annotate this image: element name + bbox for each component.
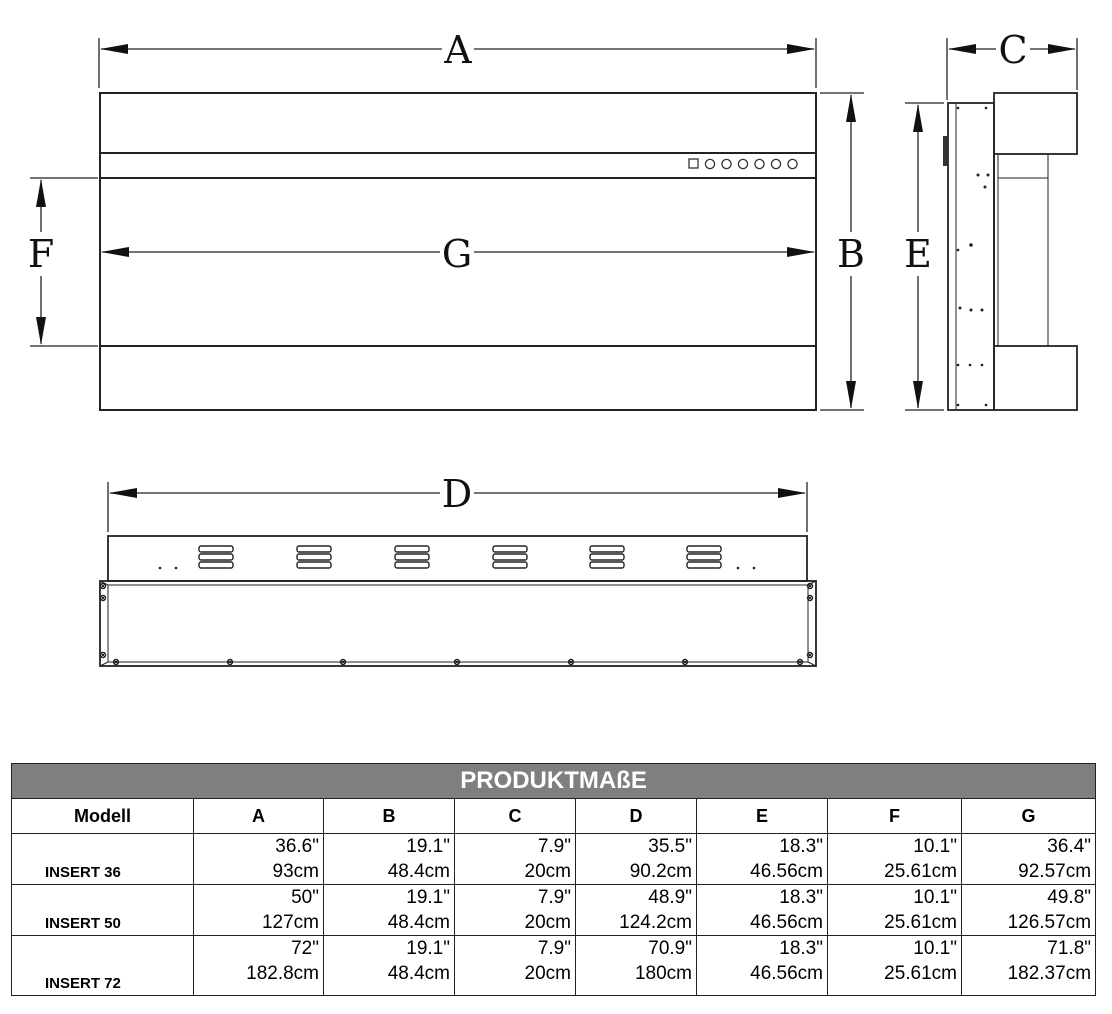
- label-e: E: [904, 232, 932, 276]
- value-cell: [455, 885, 576, 936]
- value-cm: 182.8cm: [246, 963, 319, 984]
- value-cell: [576, 885, 697, 936]
- value-cm: 126.57cm: [1007, 912, 1092, 933]
- header-b: B: [324, 799, 455, 834]
- value-cm: 25.61cm: [884, 861, 957, 882]
- header-g: G: [962, 799, 1096, 834]
- header-e: E: [697, 799, 828, 834]
- value-cm: 48.4cm: [387, 912, 450, 933]
- value-inch: 19.1": [406, 887, 450, 908]
- vent: [297, 546, 331, 568]
- value-cell: [194, 885, 324, 936]
- model-name: INSERT 50: [12, 885, 194, 936]
- value-cell: [962, 936, 1096, 996]
- table-row: [12, 834, 1096, 885]
- value-cm: 48.4cm: [387, 963, 450, 984]
- value-inch: 50": [291, 887, 319, 908]
- header-modell: Modell: [12, 799, 194, 834]
- top-flange: [100, 581, 816, 666]
- value-inch: 49.8": [1047, 887, 1092, 908]
- value-cell: [324, 885, 455, 936]
- value-inch: 10.1": [913, 836, 957, 857]
- top-vents: [199, 546, 721, 568]
- value-inch: 72": [291, 938, 319, 959]
- value-cm: 46.56cm: [750, 912, 823, 933]
- panel-square-button: [689, 159, 698, 168]
- table-row: [12, 936, 1096, 996]
- value-inch: 70.9": [648, 938, 692, 959]
- value-inch: 18.3": [779, 938, 823, 959]
- value-cell: [194, 834, 324, 885]
- value-cell: [455, 834, 576, 885]
- dimension-table: [11, 763, 1096, 996]
- header-c: C: [455, 799, 576, 834]
- label-a: A: [444, 28, 472, 72]
- value-inch: 18.3": [779, 836, 823, 857]
- table-title: PRODUKTMAßE: [12, 764, 1096, 799]
- value-cell: [828, 885, 962, 936]
- value-inch: 36.6": [275, 836, 319, 857]
- value-cm: 93cm: [272, 861, 319, 882]
- value-cm: 46.56cm: [750, 963, 823, 984]
- side-body: [948, 103, 994, 410]
- value-cell: [962, 885, 1096, 936]
- side-top-flange: [994, 93, 1077, 154]
- value-cm: 20cm: [524, 912, 571, 933]
- value-cm: 180cm: [634, 963, 692, 984]
- panel-round-button: [771, 159, 780, 168]
- panel-round-button: [788, 159, 797, 168]
- value-cell: [576, 834, 697, 885]
- label-c: C: [998, 28, 1028, 72]
- value-inch: 7.9": [537, 938, 571, 959]
- vent: [199, 546, 233, 568]
- side-view: [943, 93, 1077, 410]
- top-screws: [100, 583, 812, 664]
- value-cm: 20cm: [524, 963, 571, 984]
- value-cm: 90.2cm: [629, 861, 692, 882]
- value-cell: [697, 834, 828, 885]
- value-inch: 10.1": [913, 887, 957, 908]
- table-header-row: [12, 799, 1096, 834]
- value-cm: 20cm: [524, 861, 571, 882]
- label-g: G: [441, 232, 473, 276]
- value-cell: [697, 885, 828, 936]
- value-cm: 25.61cm: [884, 912, 957, 933]
- value-cell: [324, 936, 455, 996]
- panel-round-button: [705, 159, 714, 168]
- value-inch: 19.1": [406, 938, 450, 959]
- value-inch: 7.9": [537, 887, 571, 908]
- vent: [687, 546, 721, 568]
- side-fastener-dots: [957, 107, 990, 407]
- value-cell: [455, 936, 576, 996]
- model-name: INSERT 36: [12, 834, 194, 885]
- value-cell: [962, 834, 1096, 885]
- screw: [100, 595, 105, 600]
- vent: [395, 546, 429, 568]
- value-inch: 71.8": [1047, 938, 1092, 959]
- header-d: D: [576, 799, 697, 834]
- header-f: F: [828, 799, 962, 834]
- value-cm: 182.37cm: [1007, 963, 1092, 984]
- panel-round-button: [722, 159, 731, 168]
- value-inch: 18.3": [779, 887, 823, 908]
- value-cell: [576, 936, 697, 996]
- value-inch: 10.1": [913, 938, 957, 959]
- value-cell: [194, 936, 324, 996]
- model-name: INSERT 72: [12, 936, 194, 996]
- value-inch: 35.5": [648, 836, 692, 857]
- table-row: [12, 885, 1096, 936]
- value-cell: [697, 936, 828, 996]
- label-d: D: [441, 472, 473, 516]
- value-inch: 36.4": [1047, 836, 1092, 857]
- value-cm: 48.4cm: [387, 861, 450, 882]
- top-dots: [159, 567, 756, 570]
- value-inch: 48.9": [648, 887, 692, 908]
- value-cm: 25.61cm: [884, 963, 957, 984]
- value-cell: [828, 936, 962, 996]
- screw: [100, 583, 105, 588]
- header-a: A: [194, 799, 324, 834]
- panel-round-button: [755, 159, 764, 168]
- value-cm: 124.2cm: [619, 912, 692, 933]
- value-inch: 19.1": [406, 836, 450, 857]
- value-cm: 127cm: [261, 912, 319, 933]
- panel-round-button: [738, 159, 747, 168]
- value-inch: 7.9": [537, 836, 571, 857]
- side-bottom-flange: [994, 346, 1077, 410]
- label-f: F: [27, 232, 55, 276]
- value-cm: 46.56cm: [750, 861, 823, 882]
- value-cell: [828, 834, 962, 885]
- control-panel: [689, 159, 797, 169]
- vent: [590, 546, 624, 568]
- value-cell: [324, 834, 455, 885]
- label-b: B: [837, 232, 865, 276]
- value-cm: 92.57cm: [1018, 861, 1092, 882]
- vent: [493, 546, 527, 568]
- screw: [100, 652, 105, 657]
